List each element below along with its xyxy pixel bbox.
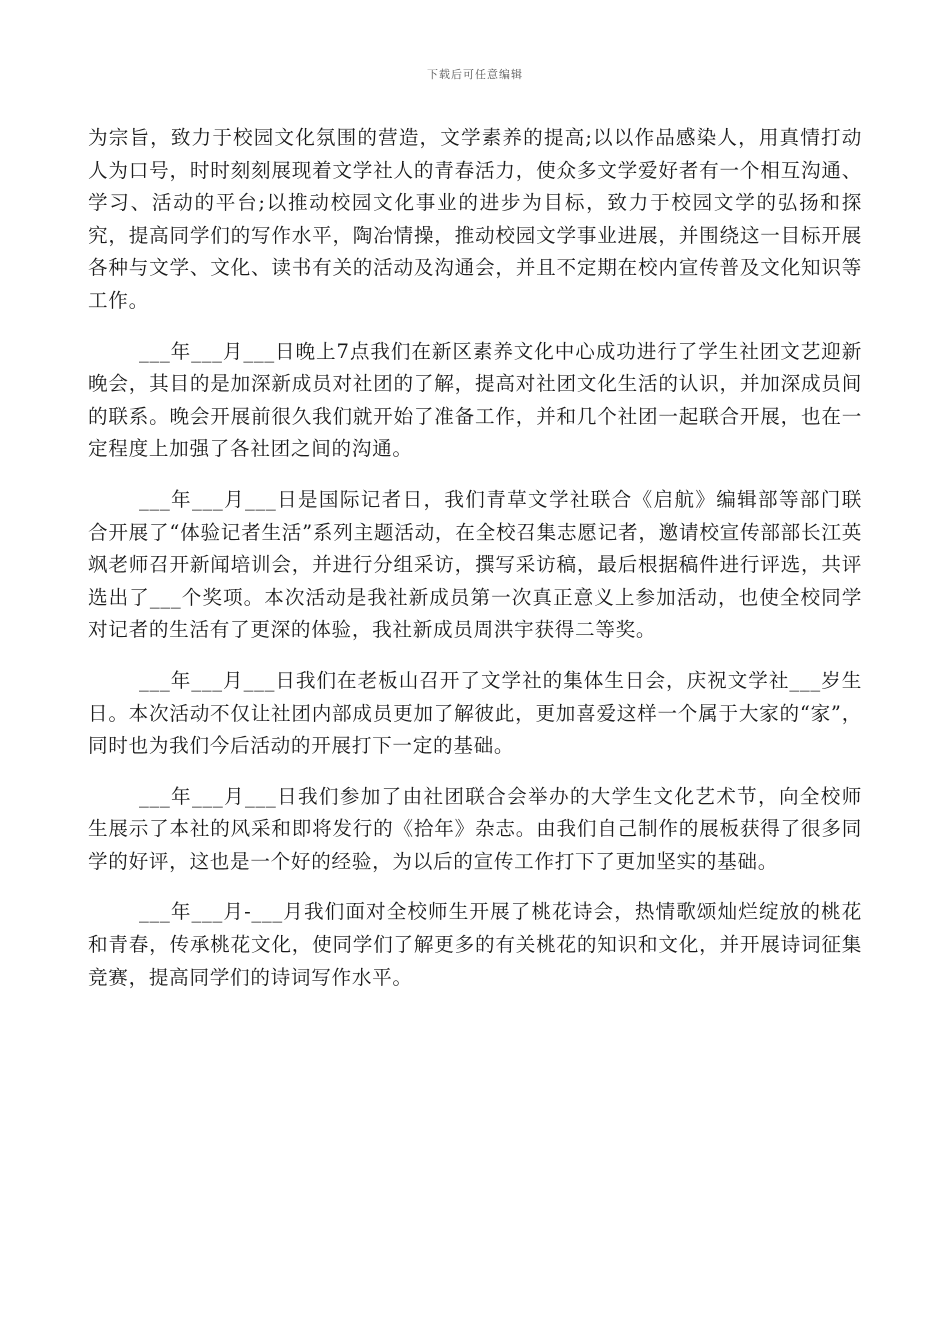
page-header: 下载后可任意编辑 — [427, 68, 523, 81]
paragraph-5: ___年___月___日我们参加了由社团联合会举办的大学生文化艺术节，向全校师生展示了本社的风采和即将发行的《拾年》杂志。由我们自己制作的展板获得了很多同学的好评，这也是一个好的经验，为以后的宣传工作打下了更加坚实的基础。 — [88, 784, 862, 873]
paragraph-3: ___年___月___日是国际记者日，我们青草文学社联合《启航》编辑部等部门联合开展了“体验记者生活”系列主题活动，在全校召集志愿记者，邀请校宣传部部长江英飒老师召开新闻培训会，并进行分组采访，撰写采访稿，最后根据稿件进行评选，共评选出了___个奖项。本次活动是我社新成员第一次真正意义上参加活动，也使全校同学对记者的生活有了更深的体验，我社新成员周洪宇获得二等奖。 — [88, 487, 862, 642]
paragraph-1: 为宗旨，致力于校园文化氛围的营造，文学素养的提高;以以作品感染人，用真情打动人为口号，时时刻刻展现着文学社人的青春活力，使众多文学爱好者有一个相互沟通、学习、活动的平台;以推动校园文化事业的进步为目标，致力于校园文学的弘扬和探究，提高同学们的写作水平，陶冶情操，推动校园文学事业进展，并围绕这一目标开展各种与文学、文化、读书有关的活动及沟通会，并且不定期在校内宣传普及文化知识等工作。 — [88, 126, 862, 312]
paragraph-6: ___年___月-___月我们面对全校师生开展了桃花诗会，热情歌颂灿烂绽放的桃花和青春，传承桃花文化，使同学们了解更多的有关桃花的知识和文化，并开展诗词征集竞赛，提高同学们的诗词写作水平。 — [88, 900, 862, 989]
paragraph-2: ___年___月___日晚上7点我们在新区素养文化中心成功进行了学生社团文艺迎新晚会，其目的是加深新成员对社团的了解，提高对社团文化生活的认识，并加深成员间的联系。晚会开展前很久我们就开始了准备工作，并和几个社团一起联合开展，也在一定程度上加强了各社团之间的沟通。 — [88, 339, 862, 461]
paragraph-4: ___年___月___日我们在老板山召开了文学社的集体生日会，庆祝文学社___岁生日。本次活动不仅让社团内部成员更加了解彼此，更加喜爱这样一个属于大家的“家”，同时也为我们今后活动的开展打下一定的基础。 — [88, 668, 862, 758]
document-body — [88, 122, 862, 1012]
